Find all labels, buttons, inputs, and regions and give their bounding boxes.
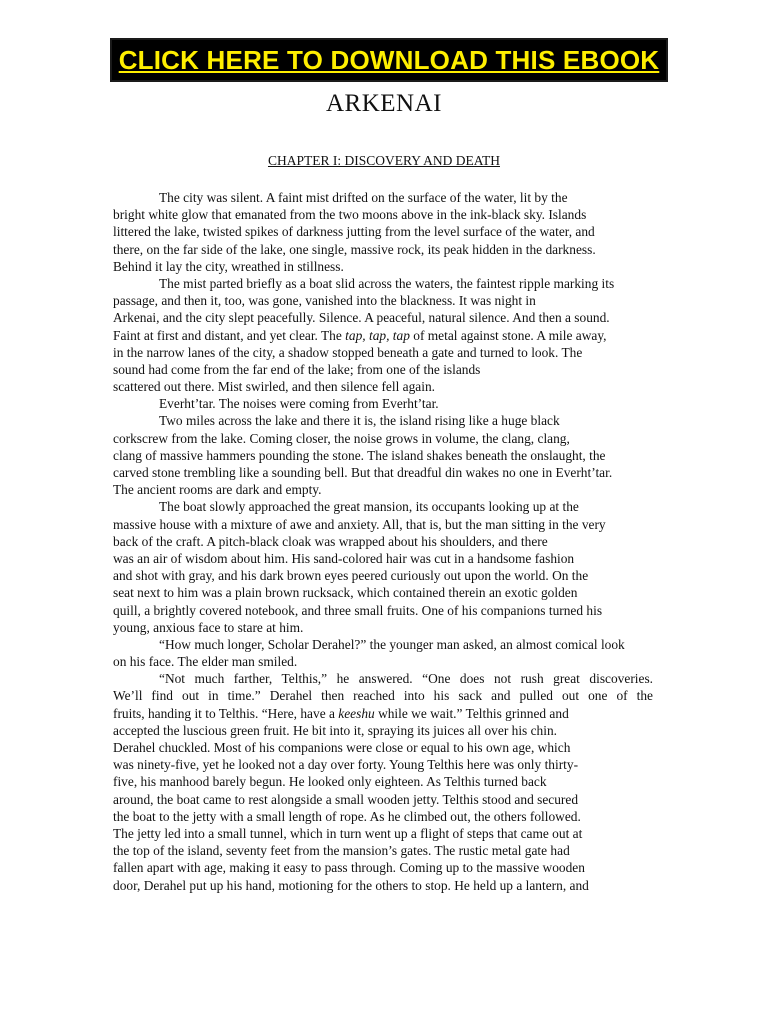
text-line: [113, 464, 653, 481]
italic-phrase: keeshu: [338, 705, 375, 721]
text-line-content: there, on the far side of the lake, one single, massive rock, its peak hidden in the darkness.: [113, 241, 596, 257]
text-line-content: door, Derahel put up his hand, motioning for the others to stop. He held up a lantern, and: [113, 877, 589, 893]
text-line: [113, 327, 653, 344]
italic-phrase: tap, tap, tap: [345, 327, 410, 343]
text-line: [113, 258, 653, 275]
text-line: [113, 808, 653, 825]
text-line-content: massive house with a mixture of awe and anxiety. All, that is, but the man sitting in the very: [113, 516, 606, 532]
text-line: [113, 687, 653, 704]
text-line-content: “How much longer, Scholar Derahel?” the younger man asked, an almost comical look: [159, 636, 625, 652]
text-line: [113, 584, 653, 601]
chapter-heading: [0, 153, 768, 169]
text-line: [113, 791, 653, 808]
text-line: [113, 395, 653, 412]
text-line-content: The ancient rooms are dark and empty.: [113, 482, 322, 498]
text-line-content: Arkenai, and the city slept peacefully. Silence. A peaceful, natural silence. And then a sound.: [113, 310, 610, 326]
text-line: [113, 773, 653, 790]
text-line-content: We’ll find out in time.” Derahel then reached into his sack and pulled out one of the: [113, 688, 653, 704]
chapter-heading-text: CHAPTER I: DISCOVERY AND DEATH: [267, 153, 500, 168]
text-line-content: The mist parted briefly as a boat slid across the waters, the faintest ripple marking its: [159, 275, 615, 291]
text-line-content: Derahel chuckled. Most of his companions were close or equal to his own age, which: [113, 740, 571, 755]
text-line: [113, 344, 653, 361]
text-line: [113, 602, 653, 619]
text-line-content: The city was silent. A faint mist drifted on the surface of the water, lit by the: [159, 190, 568, 205]
text-line: [113, 206, 653, 223]
text-line-content: the boat to the jetty with a small length of rope. As he climbed out, the others followed.: [113, 808, 581, 824]
text-line: [113, 516, 653, 533]
text-line-content: Faint at first and distant, and yet clear. The: [113, 327, 346, 343]
text-line-content: seat next to him was a plain brown rucksack, which contained therein an exotic golden: [113, 585, 578, 601]
book-title: ARKENAI: [326, 90, 442, 117]
text-line-content: sound had come from the far end of the lake; from one of the islands: [113, 361, 481, 377]
text-line: [113, 859, 653, 876]
text-line: [113, 705, 653, 722]
text-line-content: five, his manhood barely begun. He looked only eighteen. As Telthis turned back: [113, 774, 547, 790]
text-line: [113, 636, 653, 653]
text-line: [113, 292, 653, 309]
text-line: [113, 241, 653, 258]
text-line: [113, 275, 653, 292]
text-line-content: on his face. The elder man smiled.: [113, 654, 298, 670]
text-line-content: was ninety-five, yet he looked not a day over forty. Young Telthis here was only thirty-: [113, 757, 579, 773]
text-line-content: accepted the luscious green fruit. He bit into it, spraying its juices all over his chin.: [113, 722, 558, 738]
text-line-content: Behind it lay the city, wreathed in stillness.: [113, 258, 344, 274]
text-line: [113, 550, 653, 567]
text-line-content: passage, and then it, too, was gone, vanished into the blackness. It was night in: [113, 293, 536, 309]
text-line-content: Two miles across the lake and there it is, the island rising like a huge black: [159, 413, 560, 429]
chapter-body-text: [113, 189, 653, 894]
download-ebook-link[interactable]: CLICK HERE TO DOWNLOAD THIS EBOOK: [118, 44, 660, 75]
text-line-content: back of the craft. A pitch-black cloak was wrapped about his shoulders, and there: [113, 533, 548, 549]
text-line-content: of metal against stone. A mile away,: [409, 327, 607, 343]
text-line: [113, 756, 653, 773]
text-line-content: The jetty led into a small tunnel, which in turn went up a flight of steps that came out at: [113, 825, 583, 841]
text-line: [113, 739, 653, 756]
text-line: [113, 825, 653, 842]
text-line-content: fruits, handing it to Telthis. “Here, have a: [113, 705, 339, 721]
text-line-content: littered the lake, twisted spikes of darkness jutting from the level surface of the water, and: [113, 224, 595, 240]
text-line-content: fallen apart with age, making it easy to pass through. Coming up to the massive wooden: [113, 860, 585, 876]
text-line-content: around, the boat came to rest alongside a small wooden jetty. Telthis stood and secured: [113, 791, 579, 807]
text-line-content: while we wait.” Telthis grinned and: [374, 705, 569, 721]
text-line-content: The boat slowly approached the great mansion, its occupants looking up at the: [159, 499, 579, 515]
text-line: [113, 722, 653, 739]
download-ebook-banner[interactable]: [110, 38, 668, 82]
text-line-content: in the narrow lanes of the city, a shadow stopped beneath a gate and turned to look. The: [113, 344, 583, 360]
text-line-content: quill, a brightly covered notebook, and three small fruits. One of his companions turned his: [113, 602, 603, 618]
text-line: [113, 670, 653, 687]
text-line-content: scattered out there. Mist swirled, and then silence fell again.: [113, 379, 436, 395]
text-line: [113, 430, 653, 447]
text-line: [113, 533, 653, 550]
text-line: [113, 498, 653, 515]
text-line: [113, 619, 653, 636]
text-line: [113, 378, 653, 395]
text-line-content: the top of the island, seventy feet from the mansion’s gates. The rustic metal gate had: [113, 843, 570, 859]
text-line: [113, 412, 653, 429]
text-line: [113, 567, 653, 584]
text-line-content: bright white glow that emanated from the two moons above in the ink-black sky. Islands: [113, 207, 587, 223]
text-line: [113, 189, 653, 206]
text-line: [113, 877, 653, 894]
text-line-content: Everht’tar. The noises were coming from Everht’tar.: [159, 396, 439, 412]
text-line: [113, 481, 653, 498]
text-line: [113, 653, 653, 670]
text-line-content: corkscrew from the lake. Coming closer, the noise grows in volume, the clang, clang,: [113, 430, 570, 446]
text-line-content: and shot with gray, and his dark brown eyes peered curiously out upon the world. On the: [113, 568, 589, 584]
text-line: [113, 309, 653, 326]
text-line-content: was an air of wisdom about him. His sand-colored hair was cut in a handsome fashion: [113, 550, 575, 566]
text-line-content: carved stone trembling like a sounding bell. But that dreadful din wakes no one in Everht’tar.: [113, 465, 613, 480]
text-line-content: “Not much farther, Telthis,” he answered. “One does not rush great discoveries.: [159, 671, 653, 687]
text-line: [113, 447, 653, 464]
text-line-content: young, anxious face to stare at him.: [113, 619, 304, 635]
text-line: [113, 361, 653, 378]
text-line: [113, 223, 653, 240]
text-line-content: clang of massive hammers pounding the stone. The island shakes beneath the onslaught, the: [113, 447, 606, 463]
text-line: [113, 842, 653, 859]
